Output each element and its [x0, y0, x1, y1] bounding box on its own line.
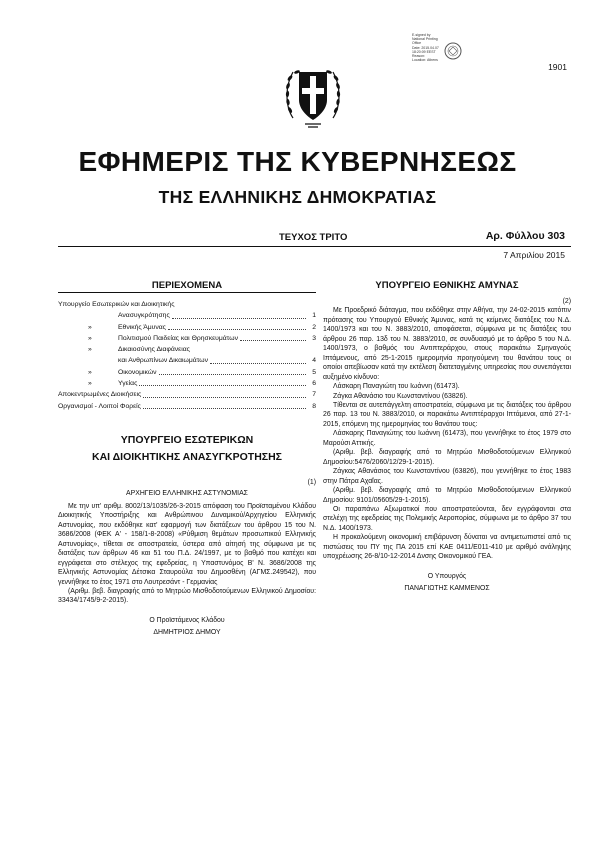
signature-line: Office	[412, 41, 422, 46]
paragraph: Με την υπ' αριθμ. 8002/13/1035/26-3-2015 απόφαση του Προϊσταμένου Κλάδου Διοικητικής Υποστήριξης και Ανθρώπινου Δυναμικού/Αρχηγείου Ελληνικής Αστυνομίας, που εκδόθηκε κατ' εφαρμογή των διατάξεων του άρθρου 15 του Ν. 3686/2008 (ΦΕΚ Α' - 158/1-8-2008) «Ρύθμιση θεμάτων προσωπικού Ελληνικής Αστυνομίας», τίθεται σε αποστρατεία, ύστερα από αίτησή της σύμφωνα με τις διατάξεις των άρθρων 46 και 51 του Π.Δ. 24/1997, με το βαθμό που κατέχει και εγγράφεται στο στέλεχος της εφεδρείας, η Υπαστυνόμος Β' Ν. 3686/2008 της Ελληνικής Αστυνομίας Δέτσικα Σταυρούλα του Δημοσθένη (ΑΓΜΣ.249542), που γεννήθηκε το έτος 1971 στο Λουτρεσάντ - Γερμανίας	[58, 502, 316, 586]
toc-page: 3	[312, 334, 316, 342]
decision-number: (2)	[562, 298, 571, 305]
toc-title: ΠΕΡΙΕΧΟΜΕΝΑ	[151, 280, 223, 291]
toc-bullet: »	[88, 334, 92, 342]
section-heading-interior	[58, 432, 316, 466]
defence-decision-body	[323, 297, 571, 594]
toc-leader	[172, 318, 306, 319]
toc-rule	[58, 292, 316, 293]
toc-bullet: »	[88, 346, 92, 354]
section-heading-line: ΚΑΙ ΔΙΟΙΚΗΤΙΚΗΣ ΑΝΑΣΥΓΚΡΟΤΗΣΗΣ	[92, 451, 282, 463]
paragraph: Λάσκαρης Παναγιώτης του Ιωάννη (61473), που γεννήθηκε το έτος 1979 στο Μαρούσι Αττικής.	[323, 430, 571, 447]
toc-page: 2	[312, 323, 316, 331]
signatory-title: Ο Υπουργός	[427, 572, 467, 580]
toc-label: Αποκεντρωμένες Διοικήσεις	[58, 391, 142, 399]
toc-leader	[240, 340, 306, 341]
toc-row[interactable]	[58, 310, 316, 321]
signature-line: E-signed by	[412, 33, 431, 37]
paragraph: Ζάγκας Αθανάσιος του Κωνσταντίνου (63826), που γεννήθηκε το έτος 1983 στην Πάτρα Αχαΐας.	[323, 468, 571, 485]
named-officer: Ζάγκα Αθανάσιο του Κωνσταντίνου (63826).	[333, 392, 468, 400]
toc-row[interactable]	[58, 401, 316, 412]
toc-label: Δικαιοσύνης Διαφάνειας	[118, 346, 190, 354]
page-number: 1901	[548, 62, 567, 72]
decision-number: (1)	[307, 479, 316, 486]
sheet-number: Αρ. Φύλλου 303	[485, 230, 565, 242]
toc-page: 1	[312, 312, 316, 320]
toc-label: και Ανθρωπίνων Δικαιωμάτων	[118, 357, 209, 365]
greek-coat-of-arms-icon	[283, 58, 343, 130]
paragraph: Η προκαλούμενη οικονομική επιβάρυνση δύναται να αντιμετωπιστεί από τις πιστώσεις του ΠΥ της ΠΑ 2015 επί ΚΑΕ 0411/Ε011-410 με αριθμό ανάληψης υποχρέωσης 26-8/10-12-2014 Δνσης Οικονομικού ΓΕΑ.	[323, 534, 571, 561]
toc-label: Εθνικής Άμυνας	[118, 323, 166, 331]
paragraph: (Αριθμ. βεβ. διαγραφής από το Μητρώο Μισθοδοτούμενων Ελληνικού Δημοσίου: 9101/05605/29-1-2015).	[323, 487, 571, 504]
signature-line: Location: Athens	[412, 58, 438, 63]
toc-page: 5	[312, 368, 316, 376]
toc-page: 4	[312, 357, 316, 365]
toc-page: 8	[312, 402, 316, 410]
section-heading-line: ΥΠΟΥΡΓΕΙΟ ΕΣΩΤΕΡΙΚΩΝ	[120, 434, 254, 446]
toc-label: Ανασυγκρότησης	[118, 312, 170, 320]
interior-decision-body	[58, 478, 316, 638]
paragraph: (Αριθμ. βεβ. διαγραφής από το Μητρώο Μισθοδοτούμενων Ελληνικού Δημοσίου:5476/2060/12/29-1-2015).	[323, 449, 571, 466]
toc-row[interactable]	[58, 367, 316, 378]
toc-leader	[159, 374, 306, 375]
signatory-name: ΔΗΜΗΤΡΙΟΣ ΔΗΜΟΥ	[153, 629, 221, 637]
signature-line: Reason:	[412, 54, 426, 59]
toc-leader	[139, 385, 306, 386]
issue-date: 7 Απριλίου 2015	[503, 250, 565, 260]
signature-line: Date: 2015.04.07	[412, 45, 439, 50]
paragraph: Με Προεδρικό διάταγμα, που εκδόθηκε στην Αθήνα, την 24-02-2015 κατόπιν πρότασης του Υπουργού Εθνικής Άμυνας, κατά τις κείμενες διατάξεις του Ν.Δ. 1400/1973 και του Ν. 3883/2010, αποφάσεται, σύμφωνα με τις διατάξεις του άρθρου 26 παρ. 13δ του Ν. 3883/2010, σε συνδυασμό με το άρθρο 5 του Ν.Δ. 1400/1973, ο βαθμός του Αντιπτεράρχου, στους παρακάτω Σμηναγούς Ιπτάμενους, από 25-1-2015 ημερομηνία προηγούμενη του θανάτου τους οι οποίοι απεβίωσαν κατά την εκτέλεση διατεταγμένης υπηρεσίας που συνεπάγεται αυξημένο κίνδυνο:	[323, 307, 571, 381]
toc-label: Υπουργείο Εσωτερικών και Διοικητικής	[58, 301, 175, 308]
toc-row[interactable]	[58, 322, 316, 333]
toc-label: Οικονομικών	[118, 368, 157, 376]
toc-label: Υγείας	[118, 380, 138, 388]
signature-line: 18:20:09 EEST	[412, 49, 436, 54]
table-of-contents	[58, 299, 316, 412]
paragraph: (Αριθμ. βεβ. διαγραφής από το Μητρώο Μισθοδοτούμενων Ελληνικού Δημοσίου: 33434/1745/9-2-2015).	[58, 587, 316, 605]
toc-row[interactable]	[58, 389, 316, 400]
header-rule	[58, 246, 571, 247]
toc-bullet: »	[88, 368, 92, 376]
toc-label: Οργανισμοί - Λοιποί Φορείς	[58, 402, 141, 410]
signature-line: National Printing	[412, 37, 438, 42]
toc-row[interactable]	[58, 333, 316, 344]
toc-leader	[143, 397, 306, 398]
issue-label: ΤΕΥΧΟΣ ΤΡΙΤΟ	[279, 232, 348, 243]
signatory-title: Ο Προϊστάμενος Κλάδου	[149, 616, 225, 624]
toc-row[interactable]	[58, 355, 316, 366]
toc-page: 6	[312, 380, 316, 388]
toc-row[interactable]	[58, 378, 316, 389]
paragraph: Οι παραπάνω Αξιωματικοί που αποστρατεύονται, δεν εγγράφονται στα στελέχη της εφεδρείας της Πολεμικής Αεροπορίας, σύμφωνα με το άρθρο 37 του Ν.Δ. 1400/1973.	[323, 505, 571, 532]
toc-row[interactable]	[58, 344, 316, 355]
agency-name: ΑΡΧΗΓΕΙΟ ΕΛΛΗΝΙΚΗΣ ΑΣΤΥΝΟΜΙΑΣ	[126, 490, 248, 498]
section-heading-defence: ΥΠΟΥΡΓΕΙΟ ΕΘΝΙΚΗΣ ΑΜΥΝΑΣ	[375, 280, 519, 291]
toc-leader	[168, 329, 306, 330]
toc-page: 7	[312, 391, 316, 399]
paragraph: Τίθενται σε αυτεπάγγελτη αποστρατεία, σύμφωνα με τις διατάξεις του άρθρου 26 παρ. 13 του Ν. 3883/2010, οι παρακάτω Αντιπτέραρχοι Ιπτάμενοι, από 27-1-2015, επόμενη της ημερομηνίας του θανάτου τους:	[323, 401, 571, 428]
toc-row[interactable]	[58, 299, 316, 310]
signatory-name: ΠΑΝΑΓΙΩΤΗΣ ΚΑΜΜΕΝΟΣ	[404, 585, 490, 593]
toc-bullet: »	[88, 323, 92, 331]
toc-label: Πολιτισμού Παιδείας και Θρησκευμάτων	[118, 334, 238, 342]
toc-bullet: »	[88, 380, 92, 388]
toc-leader	[143, 408, 306, 409]
toc-leader	[210, 363, 306, 364]
gazette-title: ΕΦΗΜΕΡΙΣ ΤΗΣ ΚΥΒΕΡΝΗΣΕΩΣ	[78, 146, 517, 177]
gazette-subtitle: ΤΗΣ ΕΛΛΗΝΙΚΗΣ ΔΗΜΟΚΡΑΤΙΑΣ	[158, 187, 437, 207]
signature-seal-icon	[443, 40, 463, 62]
named-officer: Λάσκαρη Παναγιώτη του Ιωάννη (61473).	[333, 383, 460, 391]
